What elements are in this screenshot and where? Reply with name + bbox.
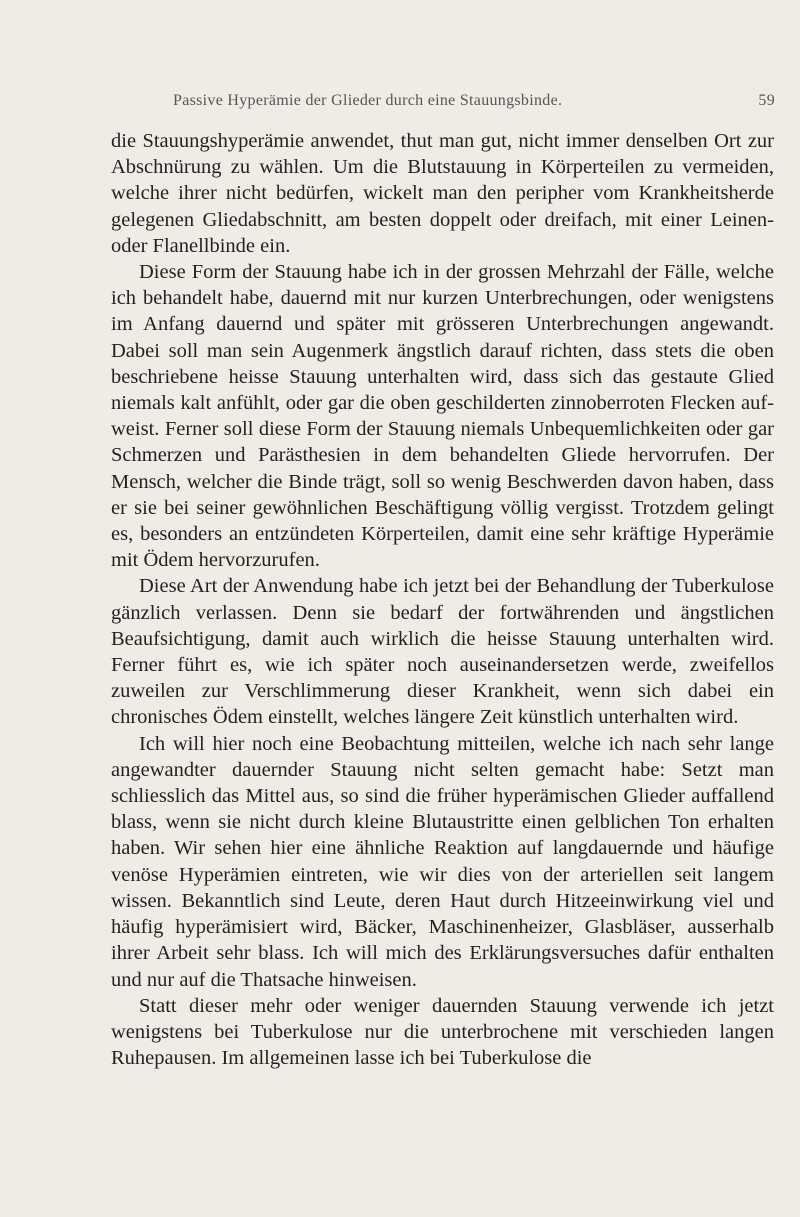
paragraph-1: die Stauungshyperämie anwendet, thut man gut, nicht immer denselben Ort zur Abschnürung zu wählen. Um die Blutstauung in Körperteilen zu vermeiden, welche ihrer nicht bedürfen, wickelt man den peripher vom Krankheitsherde gelegenen Gliedabschnitt, am besten doppelt oder dreifach, mit einer Leinen- oder Flanellbinde ein.	[111, 130, 774, 257]
body-text	[111, 128, 774, 1071]
paragraph-5: Statt dieser mehr oder weniger dauernden Stauung verwende ich jetzt wenigstens bei Tuberkulose nur die unterbrochene mit verschieden langen Ruhepausen. Im allgemeinen lasse ich bei Tuberkulose die	[111, 994, 774, 1070]
paragraph-2: Diese Form der Stauung habe ich in der grossen Mehrzahl der Fälle, welche ich behandelt habe, dauernd mit nur kurzen Unterbrechungen, oder wenigstens im Anfang dauernd und später mit grösseren Unterbrechungen angewandt. Dabei soll man sein Augenmerk ängstlich darauf richten, dass stets die oben beschriebene heisse Stauung unterhalten wird, dass sich das gestaute Glied niemals kalt anfühlt, oder gar die oben geschilderten zinnoberroten Flecken aufweist. Ferner soll diese Form der Stauung niemals Unbequemlichkeiten oder gar Schmerzen und Parästhesien in dem behandelten Gliede hervorrufen. Der Mensch, welcher die Binde trägt, soll so wenig Beschwerden davon haben, dass er sie bei seiner gewöhnlichen Beschäftigung völlig vergisst. Trotzdem gelingt es, besonders an entzündeten Körperteilen, damit eine sehr kräftige Hyperämie mit Ödem hervorzurufen.	[111, 261, 774, 572]
page-number: 59	[758, 92, 775, 109]
paragraph-4: Ich will hier noch eine Beobachtung mitteilen, welche ich nach sehr lange angewandter dauernder Stauung nicht selten gemacht habe: Setzt man schliesslich das Mittel aus, so sind die früher hyperämischen Glieder auffallend blass, wenn sie nicht durch kleine Blutaustritte einen gelblichen Ton erhalten haben. Wir sehen hier eine ähnliche Reaktion auf langdauernde und häufige venöse Hyperämien eintreten, wie wir dies von der arteriellen seit langem wissen. Bekanntlich sind Leute, deren Haut durch Hitzeeinwirkung viel und häufig hyperämisiert wird, Bäcker, Maschinenheizer, Glasbläser, ausserhalb ihrer Arbeit sehr blass. Ich will mich des Erklärungsversuches dafür enthalten und nur auf die Thatsache hinweisen.	[111, 732, 774, 991]
running-head-title: Passive Hyperämie der Glieder durch eine Stauungsbinde.	[173, 92, 563, 109]
running-head	[145, 92, 775, 114]
paragraph-3: Diese Art der Anwendung habe ich jetzt bei der Behandlung der Tuberkulose gänzlich verlassen. Denn sie bedarf der fortwährenden und ängstlichen Beaufsichtigung, damit auch wirklich die heisse Stauung unterhalten wird. Ferner führt es, wie ich später noch auseinandersetzen werde, zweifellos zuweilen zur Verschlimmerung dieser Krankheit, wenn sich dabei ein chronisches Ödem einstellt, welches längere Zeit künstlich unterhalten wird.	[111, 575, 774, 729]
